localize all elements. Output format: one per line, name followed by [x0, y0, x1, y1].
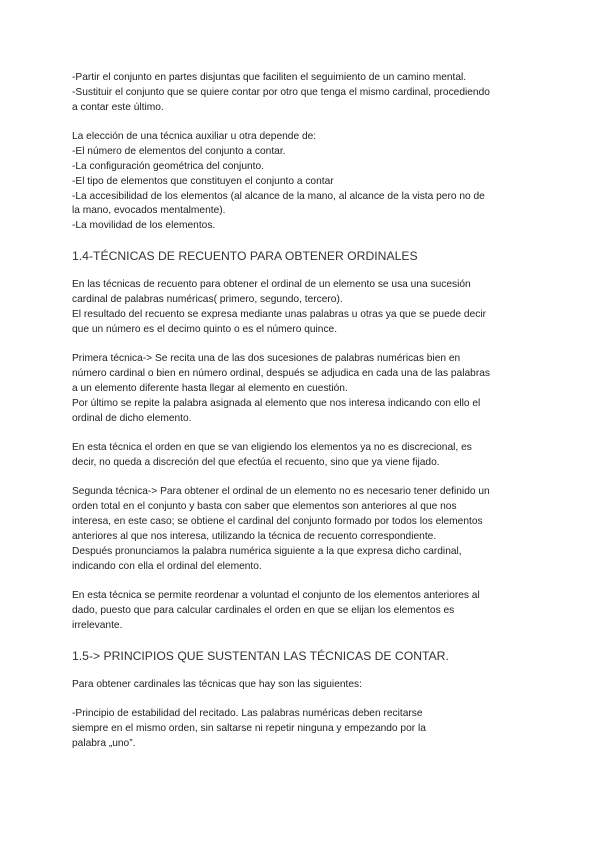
text-line: siempre en el mismo orden, sin saltarse ni repetir ninguna y empezando por la: [72, 723, 426, 734]
text-line: Después pronunciamos la palabra numérica siguiente a la que expresa dicho cardinal,: [72, 546, 462, 557]
text-line: Primera técnica-> Se recita una de las dos sucesiones de palabras numéricas bien en: [72, 353, 461, 364]
text-line: En las técnicas de recuento para obtener el ordinal de un elemento se usa una sucesión: [72, 279, 471, 290]
text-line: ordinal de dicho elemento.: [72, 413, 192, 424]
text-line: En esta técnica el orden en que se van eligiendo los elementos ya no es discrecional, es: [72, 442, 472, 453]
text-line: irrelevante.: [72, 620, 123, 631]
text-line: Por último se repite la palabra asignada al elemento que nos interesa indicando con ello el: [72, 398, 481, 409]
text-line: -Partir el conjunto en partes disjuntas que faciliten el seguimiento de un camino mental.: [72, 72, 467, 83]
text-line: interesa, en este caso; se obtiene el cardinal del conjunto formado por todos los elementos: [72, 516, 483, 527]
text-line: -La configuración geométrica del conjunto.: [72, 161, 264, 172]
text-line: número cardinal o bien en número ordinal, después se adjudica en cada una de las palabras: [72, 368, 490, 379]
text-line: Segunda técnica-> Para obtener el ordinal de un elemento no es necesario tener definido un: [72, 486, 490, 497]
text-line: a contar este último.: [72, 102, 164, 113]
text-line: -Principio de estabilidad del recitado. Las palabras numéricas deben recitarse: [72, 708, 423, 719]
text-line: El resultado del recuento se expresa mediante unas palabras u otras ya que se puede decir: [72, 309, 486, 320]
text-line: -La accesibilidad de los elementos (al alcance de la mano, al alcance de la vista pero no de: [72, 191, 485, 202]
text-line: En esta técnica se permite reordenar a voluntad el conjunto de los elementos anteriores al: [72, 590, 480, 601]
text-line: decir, no queda a discreción del que efectúa el recuento, sino que ya viene fijado.: [72, 457, 440, 468]
text-line: -El número de elementos del conjunto a contar.: [72, 146, 286, 157]
text-line: orden total en el conjunto y basta con saber que elementos son anteriores al que nos: [72, 501, 457, 512]
text-line: -La movilidad de los elementos.: [72, 220, 216, 231]
text-line: -El tipo de elementos que constituyen el conjunto a contar: [72, 176, 334, 187]
text-line: cardinal de palabras numéricas( primero, segundo, tercero).: [72, 294, 343, 305]
text-line: Para obtener cardinales las técnicas que hay son las siguientes:: [72, 679, 362, 690]
text-line: La elección de una técnica auxiliar u otra depende de:: [72, 131, 317, 142]
text-line: palabra „uno”.: [72, 738, 136, 749]
text-line: la mano, evocados mentalmente).: [72, 205, 226, 216]
text-line: -Sustituir el conjunto que se quiere contar por otro que tenga el mismo cardinal, procediendo: [72, 87, 490, 98]
text-line: que un número es el decimo quinto o es el número quince.: [72, 324, 338, 335]
text-line: dado, puesto que para calcular cardinales el orden en que se elijan los elementos es: [72, 605, 455, 616]
text-line: indicando con ella el ordinal del elemento.: [72, 561, 262, 572]
section-heading: 1.4-TÉCNICAS DE RECUENTO PARA OBTENER ORDINALES: [72, 249, 418, 263]
text-line: anteriores al que nos interesa, utilizando la técnica de recuento correspondiente.: [72, 531, 437, 542]
section-heading: 1.5-> PRINCIPIOS QUE SUSTENTAN LAS TÉCNICAS DE CONTAR.: [72, 649, 449, 663]
text-line: a un elemento diferente hasta llegar al elemento en cuestión.: [72, 383, 348, 394]
